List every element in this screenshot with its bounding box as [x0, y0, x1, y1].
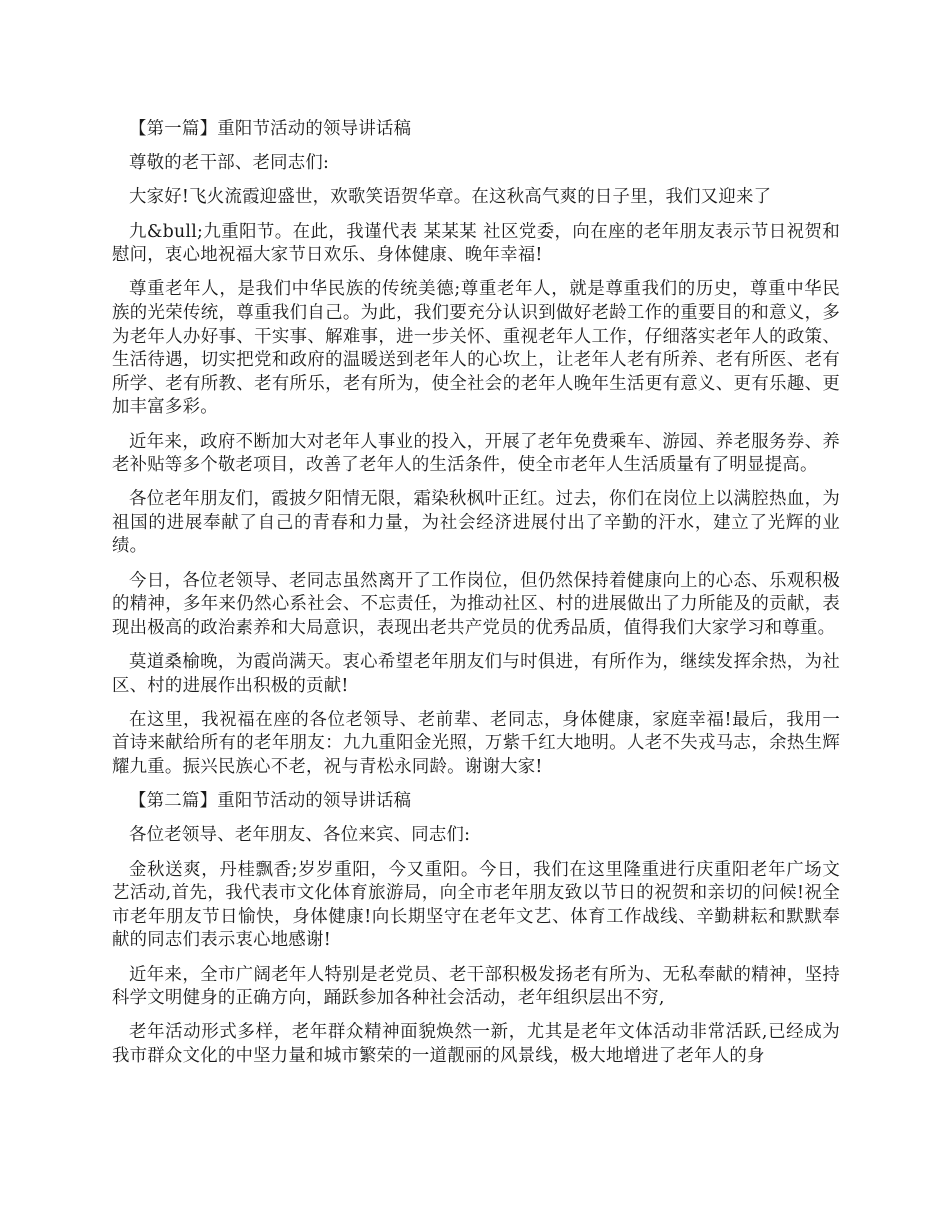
salutation-1: 尊敬的老干部、老同志们: — [129, 153, 330, 174]
document-page — [112, 118, 840, 1079]
body-paragraph: 各位老年朋友们，霞披夕阳情无限，霜染秋枫叶正红。过去，你们在岗位上以满腔热血，为祖国的进展奉献了自己的青春和力量，为社会经济进展付出了辛勤的汗水，建立了光辉的业绩。 — [112, 489, 840, 557]
body-paragraph: 金秋送爽，丹桂飘香;岁岁重阳，今又重阳。今日，我们在这里隆重进行庆重阳老年广场文艺活动,首先，我代表市文化体育旅游局，向全市老年朋友致以节日的祝贺和亲切的问候!祝全市老年朋友节日愉快，身体健康!向长期坚守在老年文艺、体育工作战线、辛勤耕耘和默默奉献的同志们表示衷心地感谢! — [112, 859, 840, 951]
salutation-2: 各位老领导、老年朋友、各位来宾、同志们: — [129, 825, 471, 846]
body-paragraph: 老年活动形式多样，老年群众精神面貌焕然一新，尤其是老年文体活动非常活跃,已经成为我市群众文化的中坚力量和城市繁荣的一道靓丽的风景线，极大地增进了老年人的身 — [112, 1022, 840, 1066]
body-paragraph: 在这里，我祝福在座的各位老领导、老前辈、老同志，身体健康，家庭幸福!最后，我用一首诗来献给所有的老年朋友：九九重阳金光照，万紫千红大地明。人老不失戎马志，余热生辉耀九重。振兴民族心不老，祝与青松永同龄。谢谢大家! — [112, 709, 840, 777]
section-heading-1: 【第一篇】重阳节活动的领导讲话稿 — [129, 119, 412, 139]
body-paragraph: 近年来，政府不断加大对老年人事业的投入，开展了老年免费乘车、游园、养老服务券、养老补贴等多个敬老项目，改善了老年人的生活条件，使全市老年人生活质量有了明显提高。 — [112, 431, 840, 476]
body-paragraph: 尊重老年人，是我们中华民族的传统美德;尊重老年人，就是尊重我们的历史，尊重中华民族的光荣传统，尊重我们自己。为此，我们要充分认识到做好老龄工作的重要目的和意义，多为老年人办好事、干实事、解难事，进一步关怀、重视老年人工作，仔细落实老年人的政策、生活待遇，切实把党和政府的温暖送到老年人的心坎上，让老年人老有所养、老有所医、老有所学、老有所教、老有所乐，老有所为，使全社会的老年人晚年生活更有意义、更有乐趣、更加丰富多彩。 — [112, 279, 840, 418]
body-paragraph: 九&bull;九重阳节。在此，我谨代表 某某某 社区党委，向在座的老年朋友表示节日祝贺和慰问，衷心地祝福大家节日欢乐、身体健康、晚年幸福! — [112, 221, 840, 266]
body-paragraph: 今日，各位老领导、老同志虽然离开了工作岗位，但仍然保持着健康向上的心态、乐观积极的精神，多年来仍然心系社会、不忘责任，为推动社区、村的进展做出了力所能及的贡献，表现出极高的政治素养和大局意识，表现出老共产党员的优秀品质，值得我们大家学习和尊重。 — [112, 570, 840, 638]
body-paragraph: 近年来，全市广阔老年人特别是老党员、老干部积极发扬老有所为、无私奉献的精神，坚持科学文明健身的正确方向，踊跃参加各种社会活动，老年组织层出不穷, — [112, 964, 840, 1009]
body-paragraph: 大家好!飞火流霞迎盛世，欢歌笑语贺华章。在这秋高气爽的日子里，我们又迎来了 — [129, 187, 772, 208]
section-heading-2: 【第二篇】重阳节活动的领导讲话稿 — [129, 791, 412, 812]
body-paragraph: 莫道桑榆晚，为霞尚满天。衷心希望老年朋友们与时俱进，有所作为，继续发挥余热，为社区、村的进展作出积极的贡献! — [112, 652, 840, 696]
